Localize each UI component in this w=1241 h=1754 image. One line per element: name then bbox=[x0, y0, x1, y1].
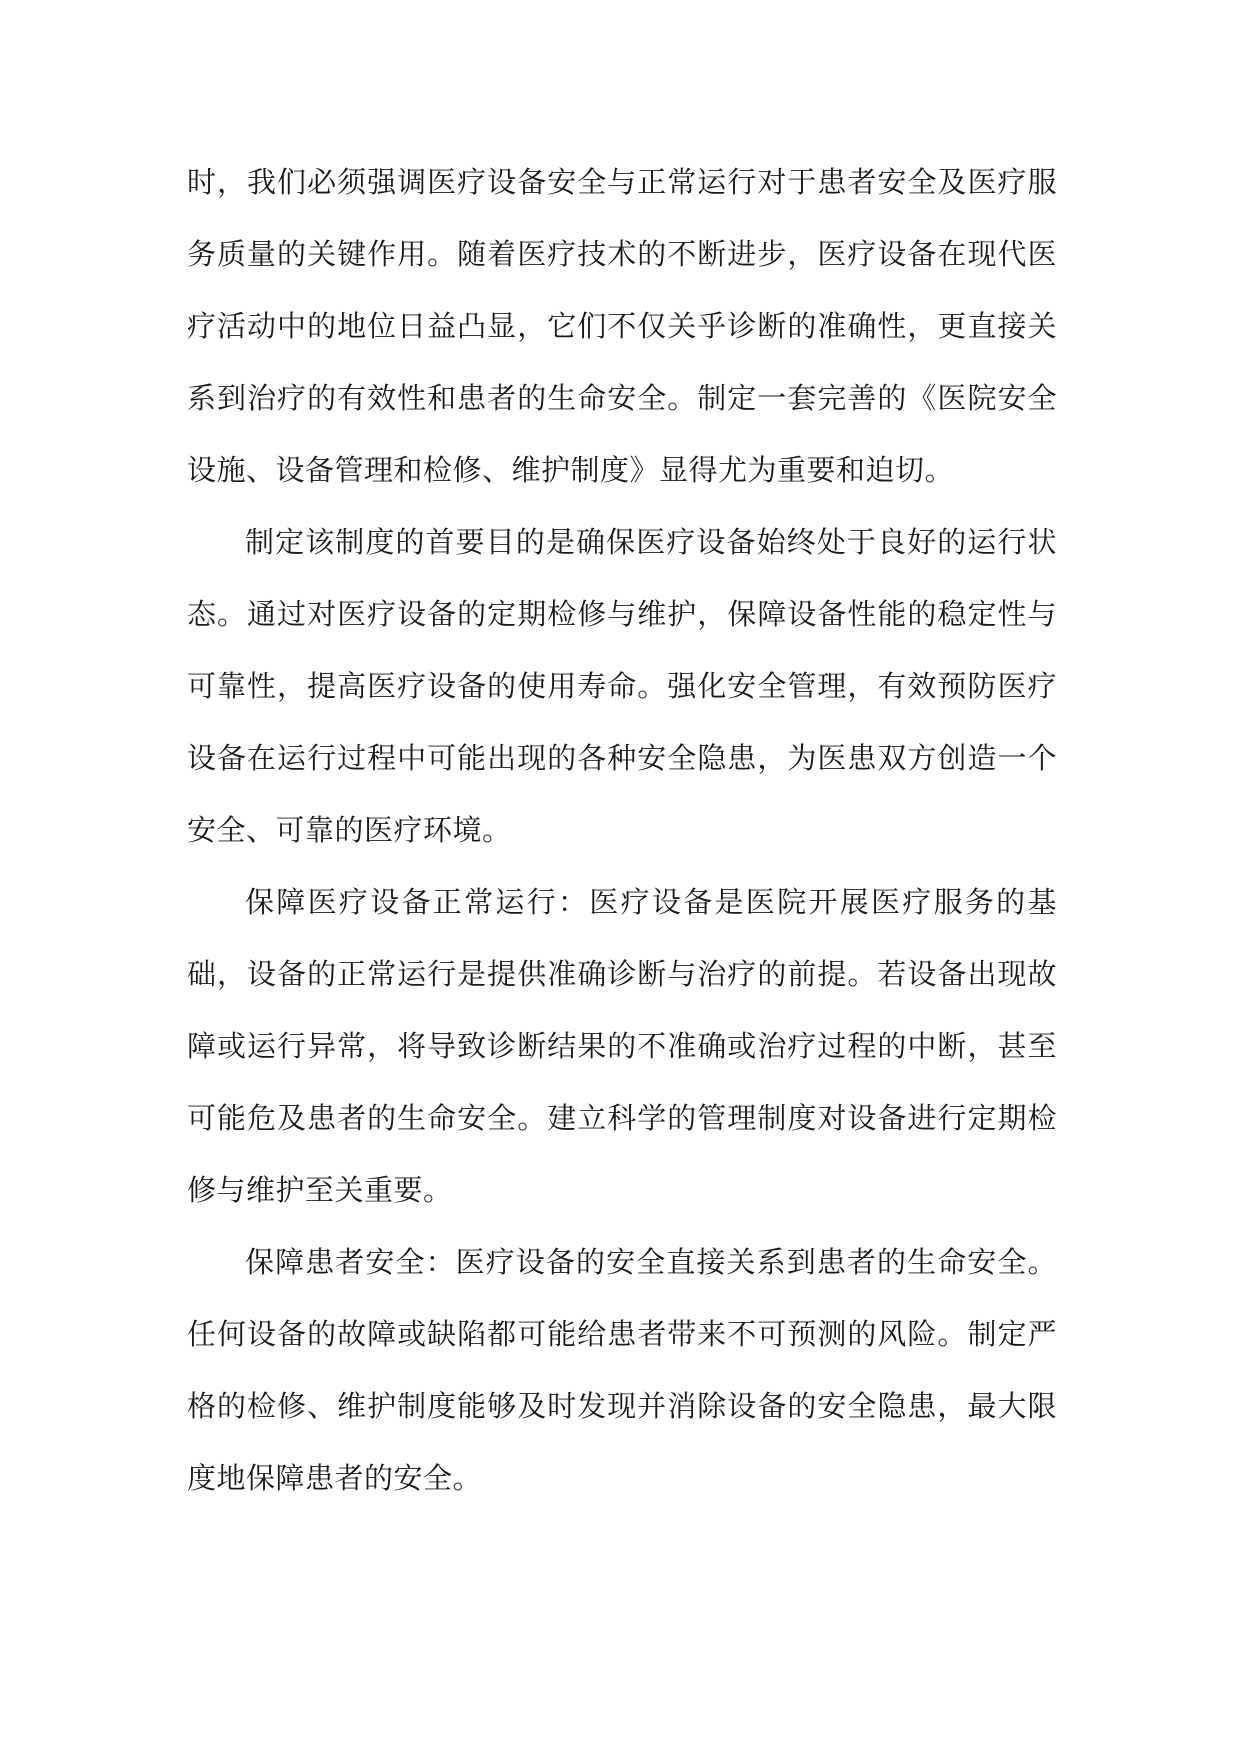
paragraph-continuation: 时，我们必须强调医疗设备安全与正常运行对于患者安全及医疗服务质量的关键作用。随着医疗技术的不断进步，医疗设备在现代医疗活动中的地位日益凸显，它们不仅关乎诊断的准确性，更直接关系到治疗的有效性和患者的生命安全。制定一套完善的《医院安全设施、设备管理和检修、维护制度》显得尤为重要和迫切。 bbox=[187, 165, 1057, 487]
paragraph-equipment-operation: 保障医疗设备正常运行：医疗设备是医院开展医疗服务的基础，设备的正常运行是提供准确诊断与治疗的前提。若设备出现故障或运行异常，将导致诊断结果的不准确或治疗过程的中断，甚至可能危及患者的生命安全。建立科学的管理制度对设备进行定期检修与维护至关重要。 bbox=[187, 885, 1057, 1207]
document-body bbox=[187, 146, 1057, 1514]
paragraph-purpose: 制定该制度的首要目的是确保医疗设备始终处于良好的运行状态。通过对医疗设备的定期检修与维护，保障设备性能的稳定性与可靠性，提高医疗设备的使用寿命。强化安全管理，有效预防医疗设备在运行过程中可能出现的各种安全隐患，为医患双方创造一个安全、可靠的医疗环境。 bbox=[187, 525, 1057, 847]
paragraph-patient-safety: 保障患者安全：医疗设备的安全直接关系到患者的生命安全。任何设备的故障或缺陷都可能给患者带来不可预测的风险。制定严格的检修、维护制度能够及时发现并消除设备的安全隐患，最大限度地保障患者的安全。 bbox=[187, 1245, 1057, 1495]
